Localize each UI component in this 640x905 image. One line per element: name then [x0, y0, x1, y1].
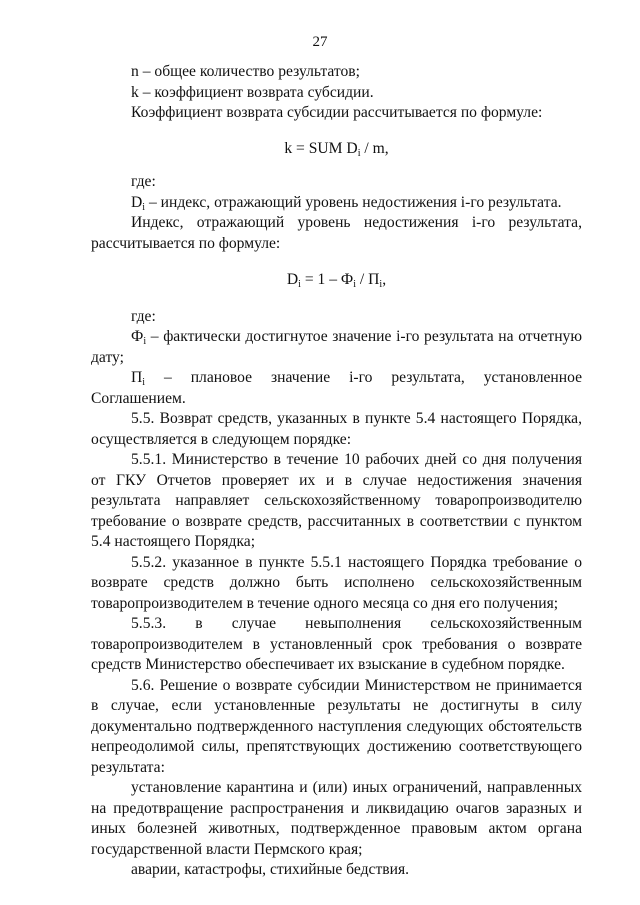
formula-k-prefix: k = SUM D	[284, 139, 358, 157]
formula-d-mid: = 1 – Ф	[300, 271, 354, 288]
di-definition	[91, 193, 582, 214]
formula-d-d: D	[286, 271, 299, 288]
page-number: 27	[312, 34, 328, 50]
pi-symbol: П	[131, 369, 143, 386]
paragraph-5-5-2: 5.5.2. указанное в пункте 5.5.1 настоящего Порядка требование о возврате средств должно быть исполнено сельскохозяйственным товаропроизводителем в течение одного месяца со дня его получения;	[91, 553, 582, 612]
n-definition: n – общее количество результатов;	[131, 63, 360, 80]
where-label-2: где:	[131, 307, 156, 325]
formula-d-end: ,	[382, 271, 387, 288]
fi-definition	[91, 327, 582, 368]
pi-text: – плановое значение i-го результата, установленное Соглашением.	[91, 369, 582, 407]
fi-sub: i	[143, 336, 147, 347]
paragraph-5-5: 5.5. Возврат средств, указанных в пункте 5.4 настоящего Порядка, осуществляется в следующем порядке:	[91, 410, 582, 448]
fi-symbol: Ф	[131, 328, 144, 345]
fi-text: – фактически достигнутое значение i-го результата на отчетную дату;	[91, 328, 582, 366]
di-symbol: D	[131, 193, 143, 211]
paragraph-5-5-3: 5.5.3. в случае невыполнения сельскохозяйственным товаропроизводителем в установленный срок требования о возврате средств Министерство обеспечивает их взыскание в судебном порядке.	[91, 615, 582, 673]
formula-k-suffix: / m,	[360, 139, 389, 157]
pi-definition	[91, 368, 582, 409]
where-label-1: где:	[131, 173, 156, 190]
formula-k-sub: i	[357, 147, 361, 159]
formula-d	[91, 270, 582, 291]
di-sub: i	[142, 201, 146, 213]
d-index-intro: Индекс, отражающий уровень недостижения i-го результата, рассчитывается по формуле:	[91, 214, 582, 252]
document-body	[91, 62, 582, 881]
paragraph-5-6: 5.6. Решение о возврате субсидии Министерством не принимается в случае, если установленные результаты не достигнуты в силу документально подтвержденного наступления следующих обстоятельств непреодолимой силы, препятствующих достижению соответствующего результата:	[91, 676, 582, 776]
paragraph-5-5-1: 5.5.1. Министерство в течение 10 рабочих дней со дня получения от ГКУ Отчетов проверяет их и в случае недостижения значения результата направляет сельскохозяйственному товаропроизводителю требование о возврате средств, рассчитанных в соответствии с пунктом 5.4 настоящего Порядка;	[91, 451, 582, 550]
formula-d-p-sub: i	[379, 279, 383, 290]
formula-d-slash: / П	[356, 271, 380, 288]
k-definition: k – коэффициент возврата субсидии.	[131, 83, 374, 101]
item-quarantine: установление карантина и (или) иных ограничений, направленных на предотвращение распространения и ликвидацию очагов заразных и иных болезней животных, подтвержденное правовым актом органа государственной власти Пермского края;	[91, 779, 582, 858]
pi-sub: i	[142, 377, 146, 388]
formula-k	[91, 139, 582, 160]
formula-d-f-sub: i	[353, 279, 357, 290]
formula-d-d-sub: i	[298, 279, 301, 290]
di-text: – индекс, отражающий уровень недостижения i-го результата.	[145, 193, 562, 211]
item-accidents: аварии, катастрофы, стихийные бедствия.	[131, 861, 410, 878]
k-formula-intro: Коэффициент возврата субсидии рассчитывается по формуле:	[131, 104, 543, 121]
